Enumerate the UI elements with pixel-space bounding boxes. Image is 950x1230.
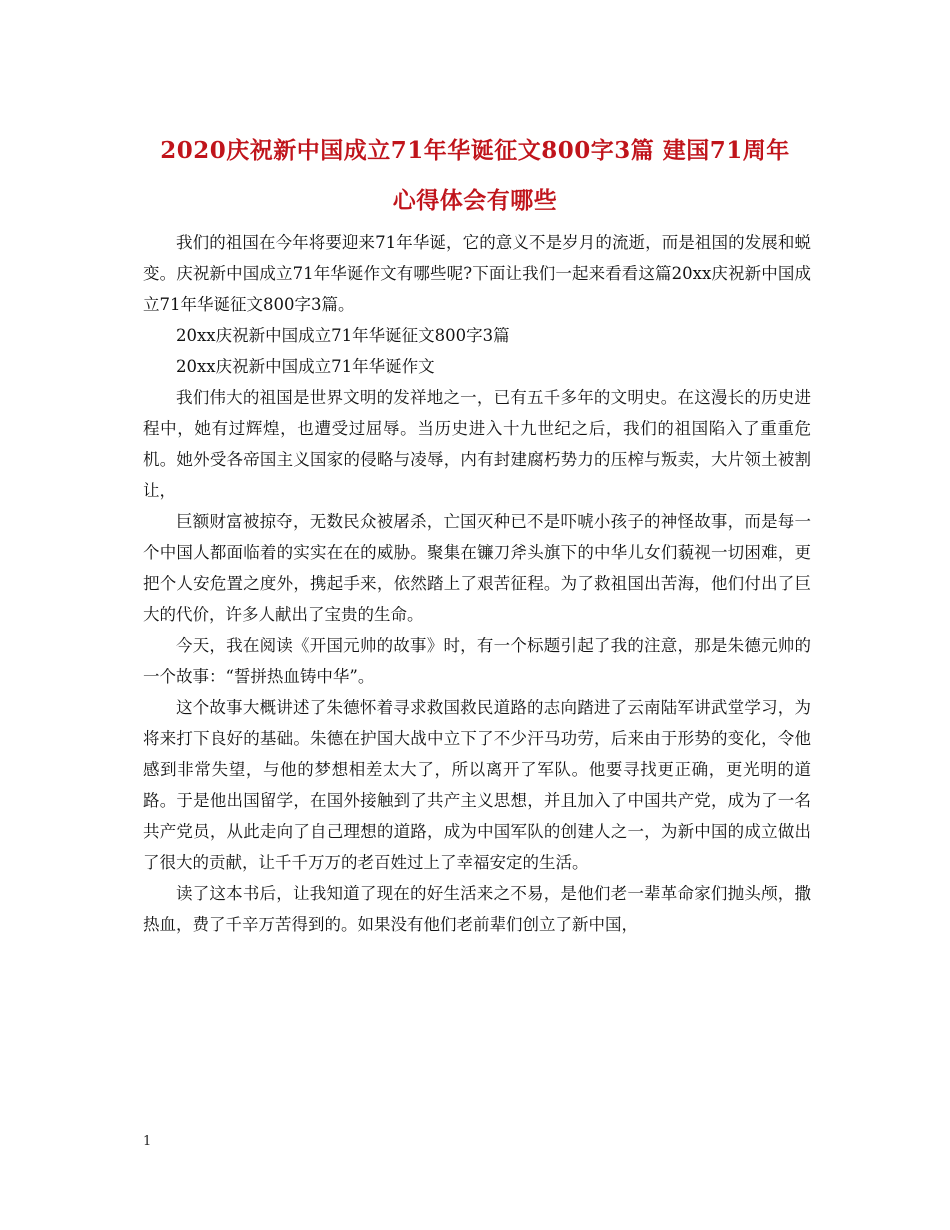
- paragraph-subtitle-2: 20xx庆祝新中国成立71年华诞作文: [176, 357, 435, 376]
- document-body: [143, 227, 811, 940]
- document-title: [120, 126, 830, 226]
- paragraph: 今天，我在阅读《开国元帅的故事》时，有一个标题引起了我的注意，那是朱德元帅的一个故事：“誓拼热血铸中华”。: [143, 636, 811, 686]
- title-line-2: 心得体会有哪些: [392, 187, 558, 214]
- paragraph: 巨额财富被掠夺，无数民众被屠杀，亡国灭种已不是吓唬小孩子的神怪故事，而是每一个中国人都面临着的实实在在的威胁。聚集在镰刀斧头旗下的中华儿女们藐视一切困难，更把个人安危置之度外，携起手来，依然踏上了艰苦征程。为了救祖国出苦海，他们付出了巨大的代价，许多人献出了宝贵的生命。: [143, 512, 811, 624]
- paragraph-intro: 我们的祖国在今年将要迎来71年华诞，它的意义不是岁月的流逝，而是祖国的发展和蜕变。庆祝新中国成立71年华诞作文有哪些呢?下面让我们一起来看看这篇20xx庆祝新中国成立71年华诞征文800字3篇。: [143, 233, 811, 314]
- title-line-1: 2020庆祝新中国成立71年华诞征文800字3篇 建国71周年: [160, 137, 790, 164]
- paragraph: 读了这本书后，让我知道了现在的好生活来之不易，是他们老一辈革命家们抛头颅，撒热血，费了千辛万苦得到的。如果没有他们老前辈们创立了新中国，: [143, 884, 811, 934]
- page-number: 1: [143, 1134, 152, 1149]
- paragraph-subtitle-1: 20xx庆祝新中国成立71年华诞征文800字3篇: [176, 326, 510, 345]
- paragraph: 我们伟大的祖国是世界文明的发祥地之一，已有五千多年的文明史。在这漫长的历史进程中，她有过辉煌，也遭受过屈辱。当历史进入十九世纪之后，我们的祖国陷入了重重危机。她外受各帝国主义国家的侵略与凌辱，内有封建腐朽势力的压榨与叛卖，大片领土被割让，: [143, 388, 811, 500]
- paragraph: 这个故事大概讲述了朱德怀着寻求救国救民道路的志向踏进了云南陆军讲武堂学习，为将来打下良好的基础。朱德在护国大战中立下了不少汗马功劳，后来由于形势的变化，令他感到非常失望，与他的梦想相差太大了，所以离开了军队。他要寻找更正确，更光明的道路。于是他出国留学，在国外接触到了共产主义思想，并且加入了中国共产党，成为了一名共产党员，从此走向了自己理想的道路，成为中国军队的创建人之一，为新中国的成立做出了很大的贡献，让千千万万的老百姓过上了幸福安定的生活。: [143, 698, 811, 872]
